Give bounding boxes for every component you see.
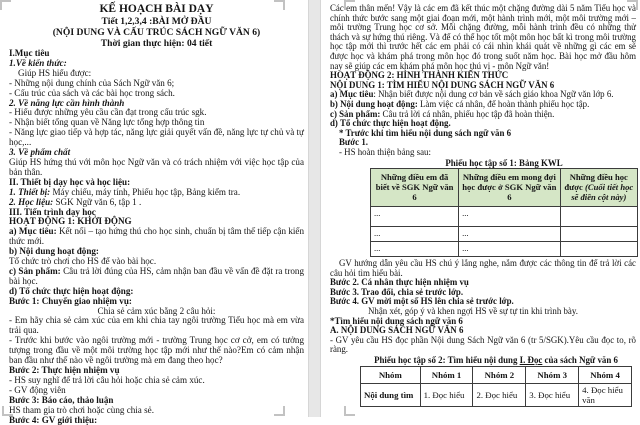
para-lead: * Trước khi tìm hiểu nội dung sách ngữ văn 6 xyxy=(339,127,512,138)
para-lead: 3. Về phẩm chất xyxy=(9,147,71,158)
document-title-block xyxy=(9,3,304,49)
para-text: - GV yêu cầu HS đọc phần Nội dung Sách Ngữ văn 6 (tr 5/SGK).Yêu cầu đọc to, rõ ràng. xyxy=(330,334,636,355)
para-lead: Bước 2: Thực hiện nhiệm vụ xyxy=(9,365,120,375)
caption-post: của sách Ngữ văn 6 xyxy=(542,355,618,366)
para-text: HS tham gia trò chơi hoặc cùng chia sẻ. xyxy=(9,404,154,415)
para-lead: Bước 1. xyxy=(339,137,368,148)
kwl-header-row xyxy=(371,169,638,207)
group-header: Nhóm 3 xyxy=(526,366,579,383)
group-table-header-row xyxy=(361,366,632,383)
table-cell: ... xyxy=(371,227,459,242)
paragraph xyxy=(9,316,304,336)
para-lead: A. NỘI DUNG SÁCH NGỮ VĂN 6 xyxy=(330,325,464,336)
page-corner-mark xyxy=(274,406,285,416)
para-lead: *Tìm hiểu nội dung sách ngữ văn 6 xyxy=(330,315,463,326)
page-1 xyxy=(0,0,308,425)
para-text: Máy chiếu, máy tính, Phiếu học tập, Bảng kiểm tra. xyxy=(50,186,241,197)
kwl-caption: Phiếu học tập số 1: Bảng KWL xyxy=(445,157,563,168)
para-text: - Nhận biết tổng quan về Năng lực tổng hợp thông tin xyxy=(9,117,205,128)
doc-read-table-block xyxy=(360,356,632,407)
page-corner-mark xyxy=(344,406,355,416)
para-lead: c) Sản phẩm: xyxy=(330,108,381,119)
table-cell: ... xyxy=(459,227,560,242)
para-lead: HOẠT ĐỘNG 1: KHỞI ĐỘNG xyxy=(9,216,132,227)
para-text: - Hiểu được những yêu cầu cần đạt trong cấu trúc sgk. xyxy=(9,107,207,118)
paragraph xyxy=(330,148,636,158)
page-corner-mark xyxy=(2,406,13,416)
table-cell: 2. Đọc hiểu xyxy=(473,383,526,406)
kwl-header-learned xyxy=(560,169,637,207)
document-title: KẾ HOẠCH BÀI DẠY xyxy=(99,3,214,15)
page-corner-mark xyxy=(344,0,355,10)
para-lead: c) Sản phẩm: xyxy=(9,265,61,276)
paragraph xyxy=(330,259,636,278)
para-lead: Bước 3. Trao đổi, chia sẻ trước lớp. xyxy=(330,286,464,297)
para-text: - Cấu trúc của sách và các bài học trong sách. xyxy=(9,87,175,98)
kwl-header-learned-note: (Cuối tiết học sẽ điền cột này) xyxy=(571,182,634,203)
doc-read-caption xyxy=(360,356,632,366)
para-lead: Bước 4. GV mời một số HS lên chia sẻ trước lớp. xyxy=(330,296,514,307)
kwl-header-known: Những điều em đã biết về SGK Ngữ văn 6 xyxy=(371,169,459,207)
paragraph xyxy=(330,129,636,139)
table-cell: Nội dung tìm xyxy=(361,383,421,406)
para-lead: 1.Về kiến thức: xyxy=(9,57,67,68)
para-lead: II. Thiết bị dạy học và học liệu: xyxy=(9,176,131,187)
table-cell: 1. Đọc hiểu xyxy=(420,383,473,406)
caption-pre: Phiếu học tập số 2: Tìm hiểu nội dung xyxy=(374,355,520,366)
paragraph xyxy=(330,336,636,355)
table-row xyxy=(371,242,638,257)
paragraph xyxy=(9,267,304,287)
para-text: Câu trả lời cá nhân, phiếu học tập đã hoàn thiện. xyxy=(380,108,555,119)
para-lead: b) Nội dung hoạt động: xyxy=(9,246,99,257)
table-row xyxy=(371,207,638,227)
table-cell: ... xyxy=(371,242,459,257)
table-cell xyxy=(560,242,637,257)
para-lead: I.Mục tiêu xyxy=(9,48,50,58)
page-corner-mark xyxy=(0,0,11,10)
para-text: - HS hoàn thiện bảng sau: xyxy=(339,146,431,157)
para-lead: Bước 2. Cá nhân thực hiện nhiệm vụ xyxy=(330,277,469,288)
para-lead: Bước 1: Chuyển giao nhiệm vụ: xyxy=(9,295,132,306)
kwl-header-want: Những điều em mong đợi học được ở SGK Ngữ văn 6 xyxy=(459,169,560,207)
para-lead: d) Tổ chức thực hiện hoạt động: xyxy=(9,285,134,296)
page-2 xyxy=(321,0,640,417)
para-text: Làm việc cá nhân, để hoàn thành phiếu học tập. xyxy=(417,98,590,109)
document-subtitle-1: Tiết 1,2,3,4 :BÀI MỞ ĐẦU xyxy=(101,16,212,27)
para-lead: a) Mục tiêu: xyxy=(9,226,57,237)
para-lead: HOẠT ĐỘNG 2: HÌNH THÀNH KIẾN THỨC xyxy=(330,70,509,81)
table-cell: 3. Đọc hiểu xyxy=(526,383,579,406)
table-cell: ... xyxy=(459,242,560,257)
kwl-header-learned-main: Những điều học được xyxy=(564,172,628,193)
para-text: Tổ chức trò chơi cho HS để vào bài học. xyxy=(9,256,157,267)
para-text: Kết nối – tạo hứng thú cho học sinh, chuẩn bị tâm thế tiếp cận kiến thức mới. xyxy=(9,226,304,247)
para-lead: III. Tiến trình dạy học xyxy=(9,206,96,217)
para-text: - Năng lực giao tiếp và hợp tác, năng lực giải quyết vấn đề, năng lực tự chủ và tự học,... xyxy=(9,127,304,148)
table-cell xyxy=(560,207,637,227)
para-text: Giúp HS hứng thú với môn học Ngữ văn và có trách nhiệm với việc học tập của bản thân. xyxy=(9,156,304,177)
table-cell: ... xyxy=(459,207,560,227)
table-row xyxy=(361,383,632,406)
para-text: - Trước khi bước vào ngôi trường mới - trường Trung học cơ cở, em có tưởng tượng trong đầu về một môi trường học tập mới như thế nào?Em có cảm nhận ban đầu như thế nào về ngôi trường mà em đang theo học? xyxy=(9,335,304,366)
para-text: : Nhận biết được nội dung cơ bản về sách giáo khoa Ngữ văn lớp 6. xyxy=(373,89,614,100)
para-text: Câu trả lời đúng của HS, cảm nhận ban đầu về vấn đề đặt ra trong bài học. xyxy=(9,265,304,286)
paragraph xyxy=(9,128,304,148)
group-header: Nhóm 4 xyxy=(579,366,632,383)
group-header: Nhóm xyxy=(361,366,421,383)
page-corner-mark xyxy=(274,0,285,10)
para-lead: Bước 4: GV giới thiệu: xyxy=(9,414,98,425)
para-text: - HS suy nghĩ để trả lời câu hỏi hoặc chia sẻ cảm xúc. xyxy=(9,374,205,385)
paragraph xyxy=(9,158,304,178)
para-text: - Em hãy chia sẻ cảm xúc của em khi chia tay ngôi trường Tiểu học mà em vừa trải qua. xyxy=(9,315,304,336)
table-cell: ... xyxy=(371,207,459,227)
para-lead: Bước 3: Báo cáo, thảo luận xyxy=(9,394,114,405)
para-text: Nhận xét, góp ý và khen ngợi HS về sự tự tin khi trình bày. xyxy=(368,306,578,317)
document-subtitle-2: (NỘI DUNG VÀ CẤU TRÚC SÁCH NGỮ VĂN 6) xyxy=(52,27,261,38)
table-cell xyxy=(560,227,637,242)
table-row xyxy=(371,227,638,242)
document-subtitle-3: Thời gian thực hiện: 04 tiết xyxy=(100,38,213,49)
para-lead: 2. Về năng lực cần hình thành xyxy=(9,97,125,108)
para-text: - GV động viên xyxy=(9,384,66,395)
table-cell: 4. Đọc hiểu văn xyxy=(579,383,632,406)
para-lead: NỘI DUNG 1: TÌM HIỂU NỘI DUNG SÁCH NGỮ VĂN 6 xyxy=(330,79,555,90)
para-lead: b) Nội dung hoạt động: xyxy=(330,98,418,109)
caption-underlined: I. Đọc xyxy=(519,355,543,366)
kwl-table-block xyxy=(370,159,638,258)
paragraph xyxy=(9,227,304,247)
paragraph xyxy=(9,336,304,366)
para-text: GV hướng dẫn yêu cầu HS chú ý lắng nghe, nắm được các thông tin để trả lời các câu hỏi tìm hiểu bài. xyxy=(330,258,636,278)
para-text: - Những nội dung chính của Sách Ngữ văn 6; xyxy=(9,77,175,88)
para-lead: 1. Thiết bị: xyxy=(9,186,51,197)
group-header: Nhóm 2 xyxy=(473,366,526,383)
para-lead: a) Mục tiêu xyxy=(330,89,374,100)
page-corner-mark xyxy=(627,0,638,10)
para-text: SGK Ngữ văn 6, tập 1 . xyxy=(53,196,142,207)
para-lead: d) Tổ chức thực hiện hoạt động. xyxy=(330,118,451,129)
paragraph xyxy=(9,416,304,425)
para-text: Chia sẻ cảm xúc bằng 2 câu hỏi: xyxy=(97,305,216,316)
group-table xyxy=(360,366,632,407)
kwl-table xyxy=(370,168,638,257)
group-header: Nhóm 1 xyxy=(420,366,473,383)
paragraph xyxy=(330,4,636,71)
para-text: Các em thân mến! Vậy là các em đã kết thúc một chặng đường dài 5 năm Tiểu học và chính thức bước sang một giai đoạn mới, một hành trình mới, một môi trường mới – môi trường Trung học cơ sở. Mỗi chặng đường, mỗi hành trình đều có những thử thách và sự hứng thú riêng. Và để có thể học tốt một môn học bất kì trong môi trường học tập mới thì trước hết các em phải có cái nhìn khái quát về những gì các em sẽ được học và khám phá trong môn học đó trong suốt năm học. Bài học mở đầu hôm nay sẽ giúp các em khám phá môn học thú vị - môn Ngữ văn! xyxy=(330,3,636,71)
para-lead: 2. Học liệu: xyxy=(9,196,54,207)
page-gap xyxy=(308,0,321,417)
para-text: Giúp HS hiểu được: xyxy=(18,67,92,78)
